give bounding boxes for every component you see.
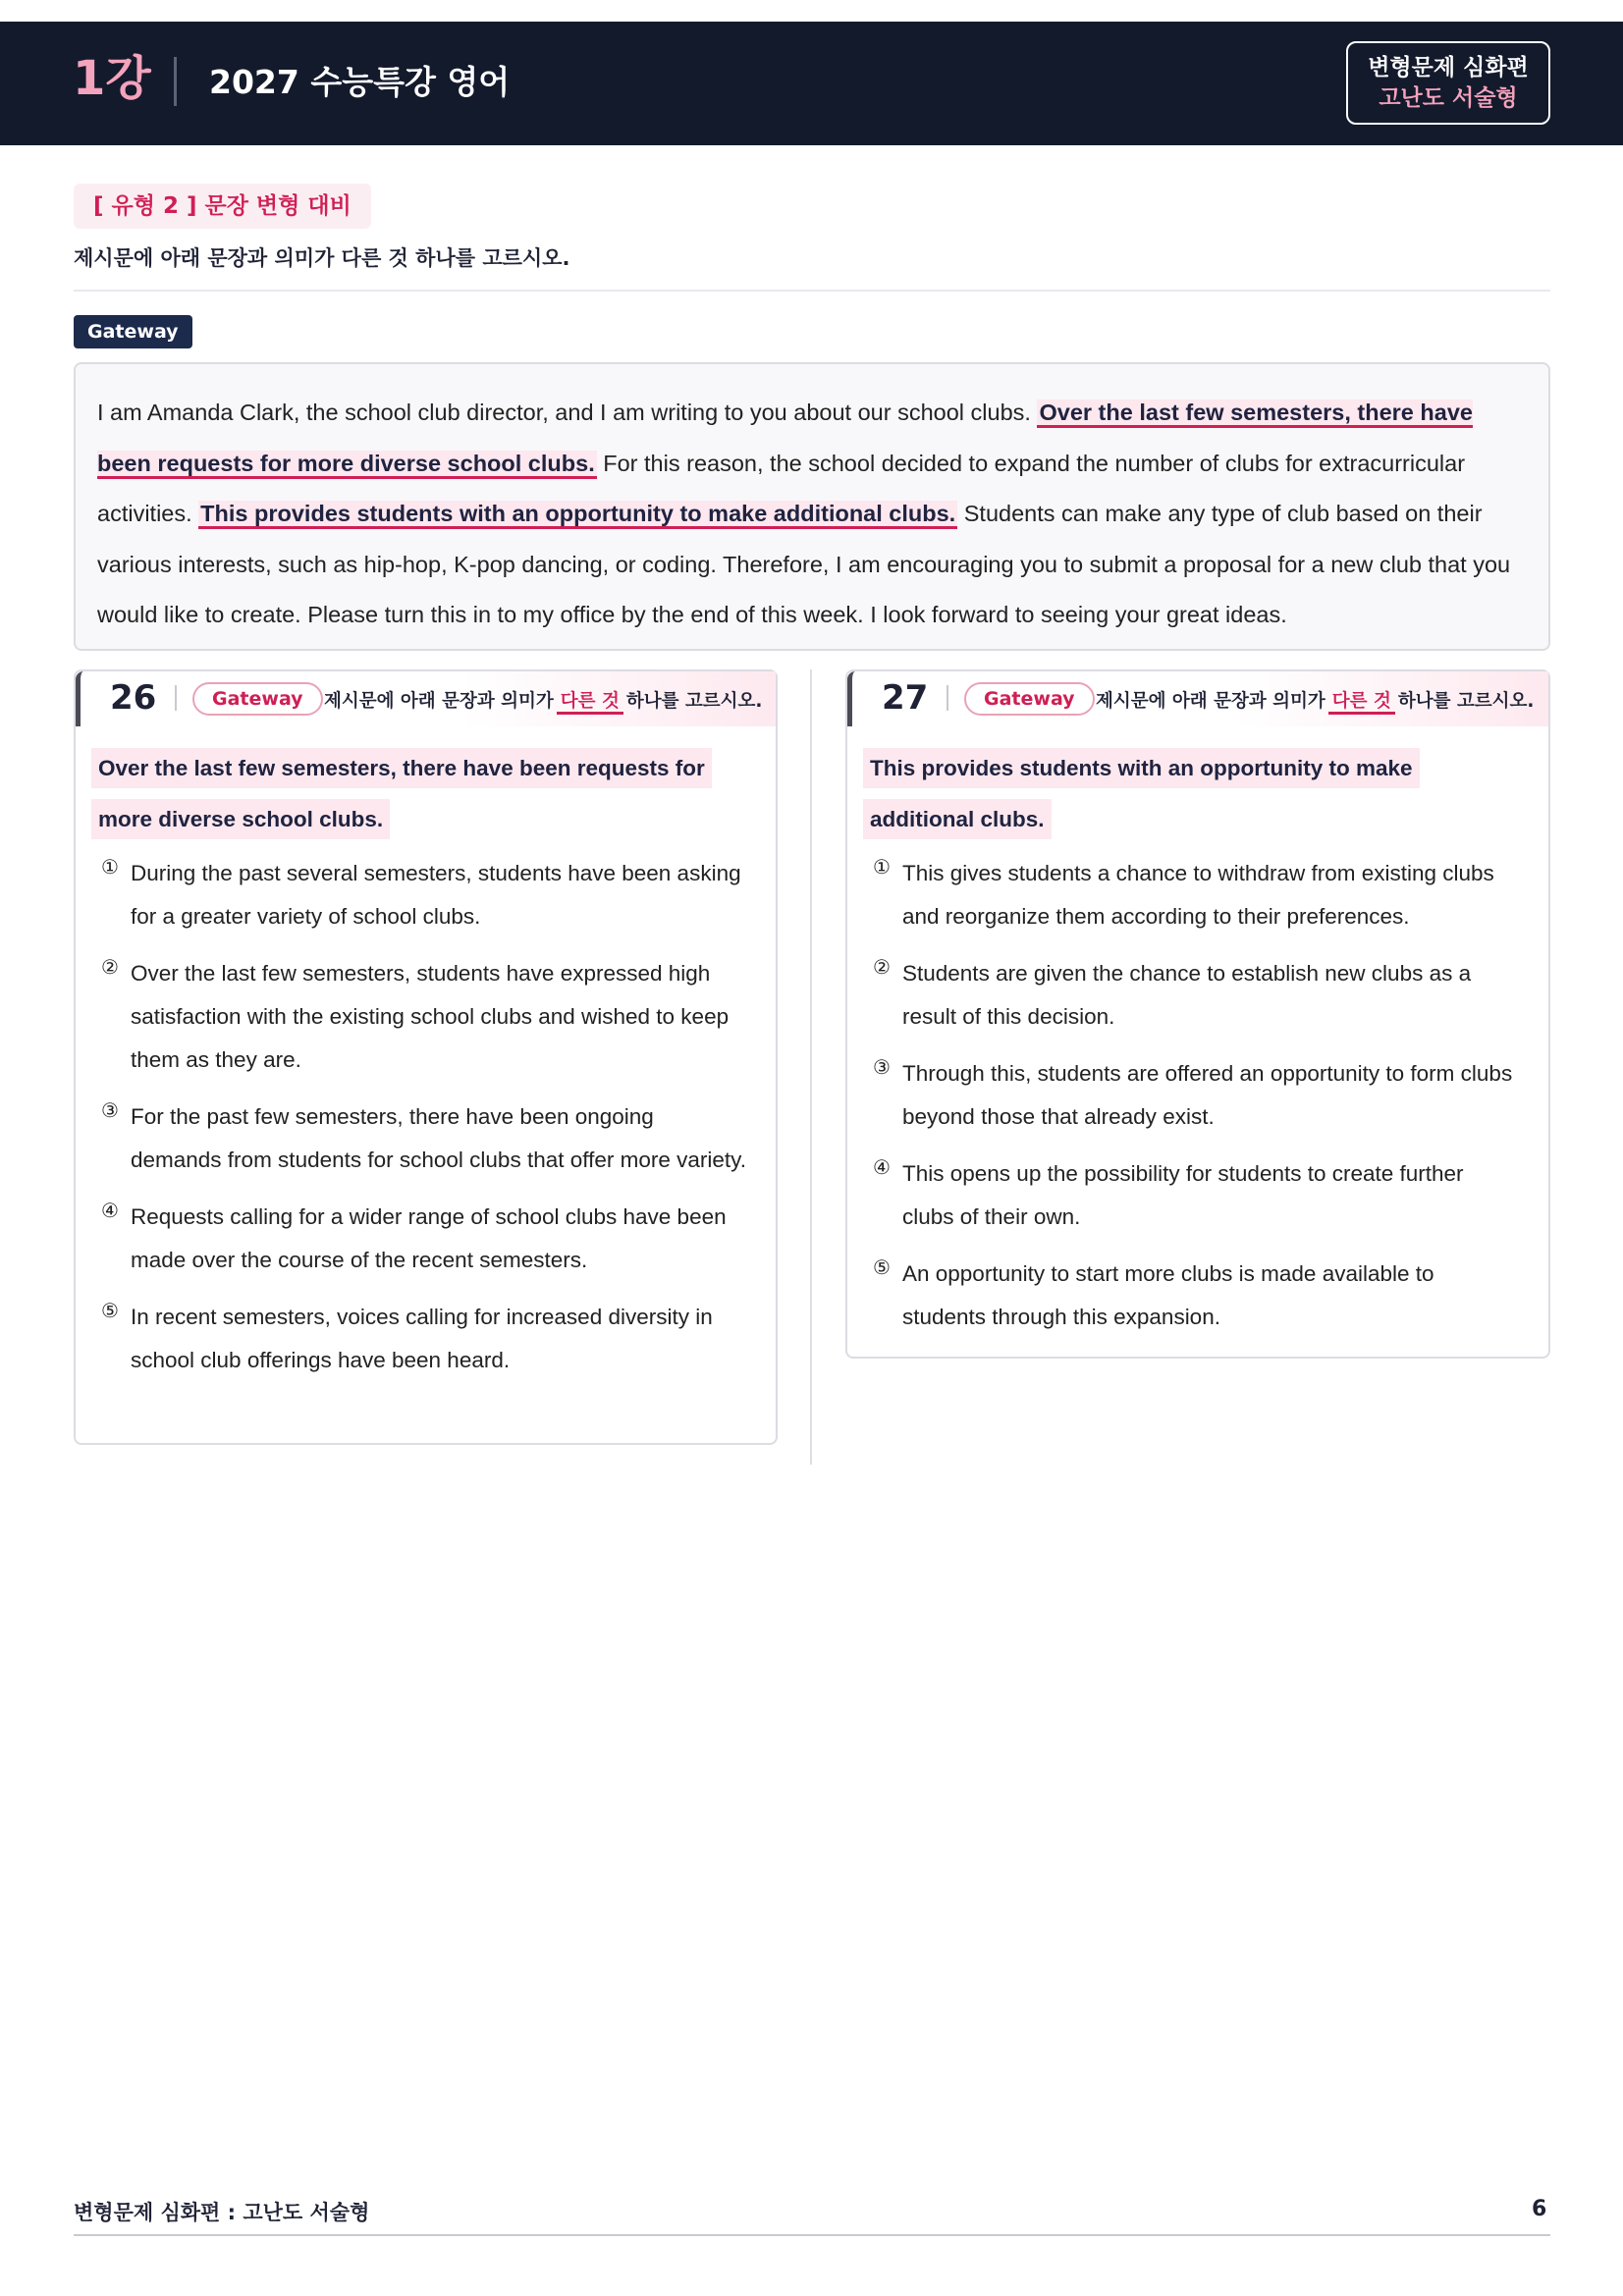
- option-number: ②: [873, 955, 891, 979]
- question-header: [847, 671, 1548, 726]
- option-number: ⑤: [873, 1255, 891, 1279]
- header-separator: [174, 57, 177, 106]
- question-card-27: [845, 669, 1550, 1359]
- option-text: Requests calling for a wider range of school clubs have been made over the course of the recent semesters.: [131, 1204, 727, 1272]
- option-1[interactable]: [873, 852, 1521, 938]
- page-number: 6: [1532, 2197, 1547, 2221]
- gateway-badge: Gateway: [74, 315, 192, 348]
- question-instruction: [324, 687, 762, 713]
- option-text: An opportunity to start more clubs is made available to students through this expansion.: [902, 1261, 1434, 1329]
- option-text: This opens up the possibility for students to create further clubs of their own.: [902, 1161, 1464, 1229]
- option-number: ④: [873, 1155, 891, 1179]
- option-5[interactable]: [873, 1253, 1521, 1339]
- passage-text-2: For this reason, the school decided to expand the number of clubs for extracurricular activities.: [97, 450, 1466, 527]
- option-text: Students are given the chance to establish new clubs as a result of this decision.: [902, 961, 1472, 1029]
- option-4[interactable]: [873, 1152, 1521, 1239]
- passage-box: [74, 362, 1550, 651]
- option-text: Over the last few semesters, students have expressed high satisfaction with the existing school clubs and wished to keep them as they are.: [131, 961, 730, 1072]
- edition-line2: 고난도 서술형: [1379, 85, 1518, 112]
- target-sentence: [91, 743, 749, 845]
- passage-highlight-2: This provides students with an opportunity to make additional clubs.: [198, 501, 957, 529]
- question-gateway-tag: Gateway: [192, 682, 323, 716]
- page-header: [0, 22, 1623, 145]
- edition-box: [1346, 41, 1550, 125]
- footer-title: 변형문제 심화편 : 고난도 서술형: [74, 2201, 370, 2224]
- target-sentence: [863, 743, 1521, 845]
- option-3[interactable]: [873, 1052, 1521, 1139]
- option-text: This gives students a chance to withdraw from existing clubs and reorganize them according to their preferences.: [902, 861, 1494, 929]
- option-2[interactable]: [873, 952, 1521, 1039]
- question-separator: [947, 685, 948, 711]
- instruction-before: 제시문에 아래 문장과 의미가: [324, 691, 554, 712]
- footer-rule: [74, 2234, 1550, 2236]
- option-text: In recent semesters, voices calling for increased diversity in school club offerings have been heard.: [131, 1305, 713, 1372]
- answer-options: [101, 852, 749, 1396]
- column-divider: [810, 669, 812, 1465]
- passage-text-1: I am Amanda Clark, the school club director, and I am writing to you about our school clubs.: [97, 400, 1038, 425]
- book-title: 2027 수능특강 영어: [209, 63, 511, 101]
- option-number: ⑤: [101, 1299, 119, 1322]
- target-sentence-text: This provides students with an opportunity to make additional clubs.: [863, 748, 1420, 839]
- type-badge: [ 유형 2 ] 문장 변형 대비: [74, 184, 371, 229]
- option-number: ③: [873, 1055, 891, 1079]
- question-separator: [175, 685, 177, 711]
- passage-text-3: Students can make any type of club based on their various interests, such as hip-hop, K-pop dancing, or coding. Therefore, I am encouraging you to submit a proposal for a new club that you would like to create. Please turn this in to my office by the end of this week. I look forward to seeing your great ideas.: [97, 501, 1511, 628]
- option-text: For the past few semesters, there have been ongoing demands from students for school clubs that offer more variety.: [131, 1104, 746, 1172]
- question-card-26: [74, 669, 778, 1445]
- option-2[interactable]: [101, 952, 749, 1082]
- question-number: 26: [110, 678, 157, 718]
- question-number: 27: [882, 678, 929, 718]
- answer-options: [873, 852, 1521, 1353]
- option-3[interactable]: [101, 1095, 749, 1182]
- question-instruction: [1096, 687, 1534, 713]
- section-instruction: 제시문에 아래 문장과 의미가 다른 것 하나를 고르시오.: [74, 246, 570, 270]
- target-sentence-text: Over the last few semesters, there have been requests for more diverse school clubs.: [91, 748, 712, 839]
- instruction-before: 제시문에 아래 문장과 의미가: [1096, 691, 1325, 712]
- instruction-emphasis: 다른 것: [557, 691, 623, 715]
- instruction-after: 하나를 고르시오.: [625, 691, 763, 712]
- option-number: ①: [873, 855, 891, 879]
- option-5[interactable]: [101, 1296, 749, 1382]
- option-number: ③: [101, 1098, 119, 1122]
- option-number: ②: [101, 955, 119, 979]
- option-text: During the past several semesters, students have been asking for a greater variety of school clubs.: [131, 861, 741, 929]
- option-number: ④: [101, 1199, 119, 1222]
- edition-line1: 변형문제 심화편: [1368, 55, 1529, 80]
- option-text: Through this, students are offered an opportunity to form clubs beyond those that already exist.: [902, 1061, 1513, 1129]
- question-gateway-tag: Gateway: [964, 682, 1095, 716]
- option-1[interactable]: [101, 852, 749, 938]
- instruction-emphasis: 다른 것: [1328, 691, 1395, 715]
- lesson-number: 1강: [73, 51, 151, 106]
- instruction-after: 하나를 고르시오.: [1397, 691, 1535, 712]
- section-divider: [74, 290, 1550, 292]
- question-header: [76, 671, 776, 726]
- option-4[interactable]: [101, 1196, 749, 1282]
- passage-highlight-1: Over the last few semesters, there have been requests for more diverse school clubs.: [97, 400, 1473, 479]
- option-number: ①: [101, 855, 119, 879]
